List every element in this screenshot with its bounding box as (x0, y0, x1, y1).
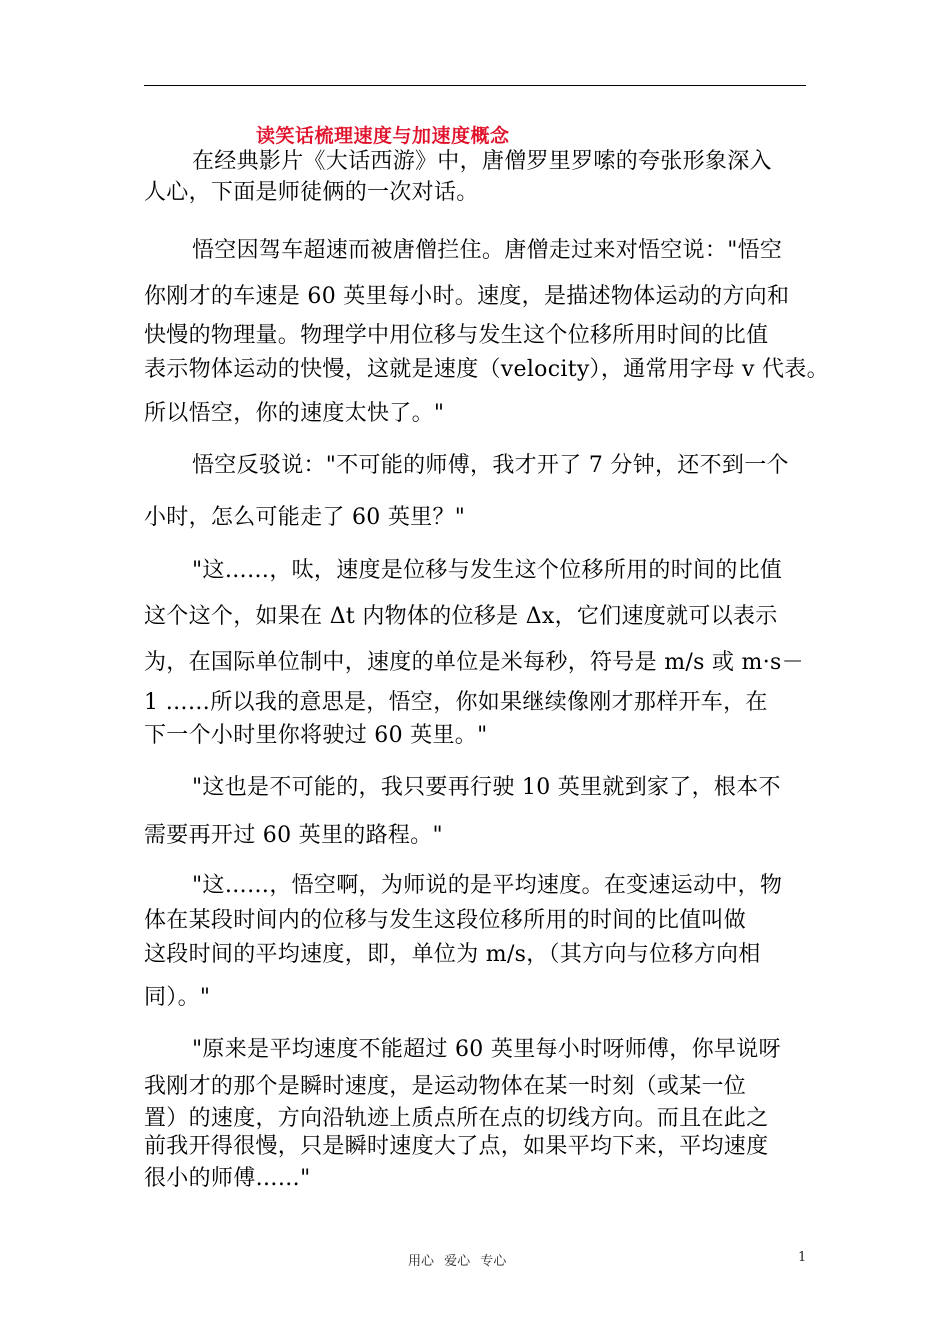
text-line: 置）的速度，方向沿轨迹上质点所在点的切线方向。而且在此之 (144, 1106, 769, 1131)
text-line: 快慢的物理量。物理学中用位移与发生这个位移所用时间的比值 (144, 323, 769, 348)
header-rule (144, 85, 806, 86)
document-body (144, 146, 829, 1196)
text-line: 体在某段时间内的位移与发生这段位移所用的时间的比值叫做 (144, 908, 747, 933)
paragraph-wukong-3 (144, 1032, 806, 1196)
text-line: 悟空反驳说："不可能的师傅，我才开了 7 分钟，还不到一个 (192, 453, 789, 478)
text-line: "这也是不可能的，我只要再行驶 10 英里就到家了，根本不 (192, 775, 781, 800)
text-line: "原来是平均速度不能超过 60 英里每小时呀师傅，你早说呀 (192, 1037, 781, 1062)
text-line: 小时，怎么可能走了 60 英里？" (144, 505, 466, 530)
text-line: "这……，悟空啊，为师说的是平均速度。在变速运动中，物 (192, 873, 783, 898)
paragraph-wukong-2 (144, 764, 806, 860)
text-line: 同）。" (144, 985, 211, 1010)
paragraph-tang-seng-1 (144, 228, 829, 440)
text-line: 这段时间的平均速度，即，单位为 m/s，（其方向与位移方向相 (144, 942, 761, 967)
text-line: 在经典影片《大话西游》中，唐僧罗里罗嗦的夸张形象深入 (192, 149, 772, 174)
text-line: 为，在国际单位制中，速度的单位是米每秒，符号是 m/s 或 m·s－ (144, 650, 804, 675)
text-line: 你刚才的车速是 60 英里每小时。速度，是描述物体运动的方向和 (144, 284, 790, 309)
text-line: 很小的师傅……" (144, 1166, 311, 1191)
text-line: 所以悟空，你的速度太快了。" (144, 401, 445, 426)
document-title: 读笑话梳理速度与加速度概念 (256, 125, 510, 147)
text-line: 这个这个，如果在 Δt 内物体的位移是 Δx，它们速度就可以表示 (144, 604, 778, 629)
text-line: 1 ……所以我的意思是，悟空，你如果继续像刚才那样开车，在 (144, 690, 768, 715)
footer-motto: 用心 爱心 专心 (408, 1254, 507, 1269)
paragraph-wukong-1 (144, 440, 806, 544)
text-line: "这……，呔，速度是位移与发生这个位移所用的时间的比值 (192, 558, 783, 583)
text-line: 前我开得很慢，只是瞬时速度大了点，如果平均下来，平均速度 (144, 1134, 769, 1159)
text-line: 我刚才的那个是瞬时速度，是运动物体在某一时刻（或某一位 (144, 1074, 747, 1099)
text-line: 悟空因驾车超速而被唐僧拦住。唐僧走过来对悟空说："悟空 (192, 238, 783, 263)
paragraph-intro (144, 146, 806, 208)
text-line: 下一个小时里你将驶过 60 英里。" (144, 723, 488, 748)
text-line: 表示物体运动的快慢，这就是速度（velocity），通常用字母 v 代表。 (144, 357, 829, 382)
text-line: 人心，下面是师徒俩的一次对话。 (144, 180, 479, 205)
page-number: 1 (798, 1250, 807, 1265)
text-line: 需要再开过 60 英里的路程。" (144, 823, 443, 848)
paragraph-tang-seng-2 (144, 548, 806, 752)
paragraph-tang-seng-3 (144, 868, 806, 1024)
